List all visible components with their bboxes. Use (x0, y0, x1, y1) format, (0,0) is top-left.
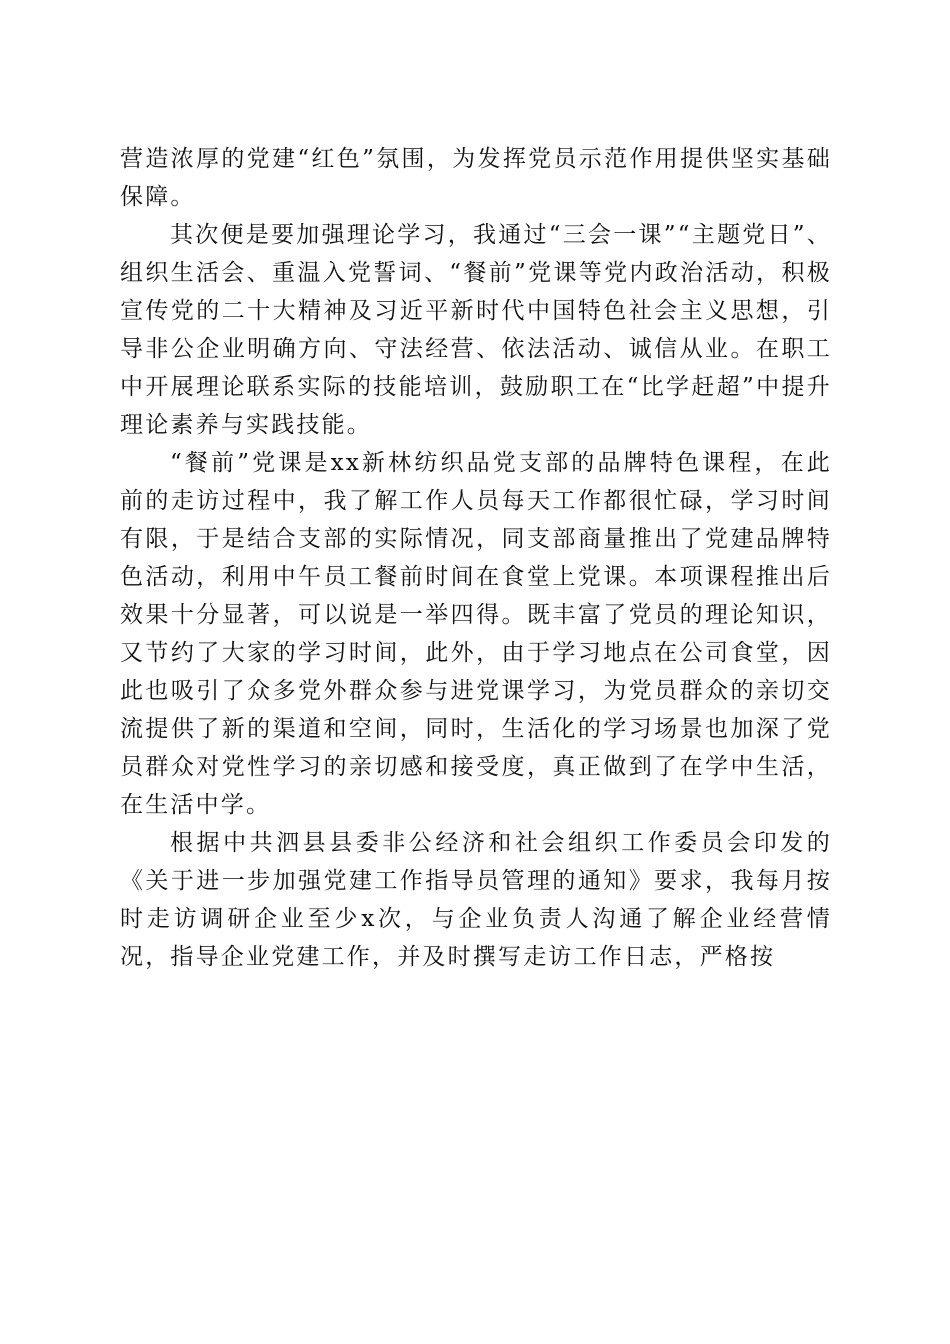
paragraph-theory-study: 其次便是要加强理论学习，我通过“三会一课”“主题党日”、组织生活会、重温入党誓词、“餐前”党课等党内政治活动，积极宣传党的二十大精神及习近平新时代中国特色社会主义思想，引导非公企业明确方向、守法经营、依法活动、诚信从业。在职工中开展理论联系实际的技能培训，鼓励职工在“比学赶超”中提升理论素养与实践技能。 (120, 222, 832, 438)
paragraph-visit-guidance: 根据中共泗县县委非公经济和社会组织工作委员会印发的《关于进一步加强党建工作指导员管理的通知》要求，我每月按时走访调研企业至少x次，与企业负责人沟通了解企业经营情况，指导企业党建工作，并及时撰写走访工作日志，严格按 (120, 830, 832, 970)
paragraph-pre-meal-party-class: “餐前”党课是xx新林纺织品党支部的品牌特色课程，在此前的走访过程中，我了解工作人员每天工作都很忙碌，学习时间有限，于是结合支部的实际情况，同支部商量推出了党建品牌特色活动，利用中午员工餐前时间在食堂上党课。本项课程推出后效果十分显著，可以说是一举四得。既丰富了党员的理论知识，又节约了大家的学习时间，此外，由于学习地点在公司食堂，因此也吸引了众多党外群众参与进党课学习，为党员群众的亲切交流提供了新的渠道和空间，同时，生活化的学习场景也加深了党员群众对党性学习的亲切感和接受度，真正做到了在学中生活，在生活中学。 (120, 450, 832, 818)
document-body (120, 140, 832, 976)
paragraph-continuation: 营造浓厚的党建“红色”氛围，为发挥党员示范作用提供坚实基础保障。 (120, 146, 832, 210)
